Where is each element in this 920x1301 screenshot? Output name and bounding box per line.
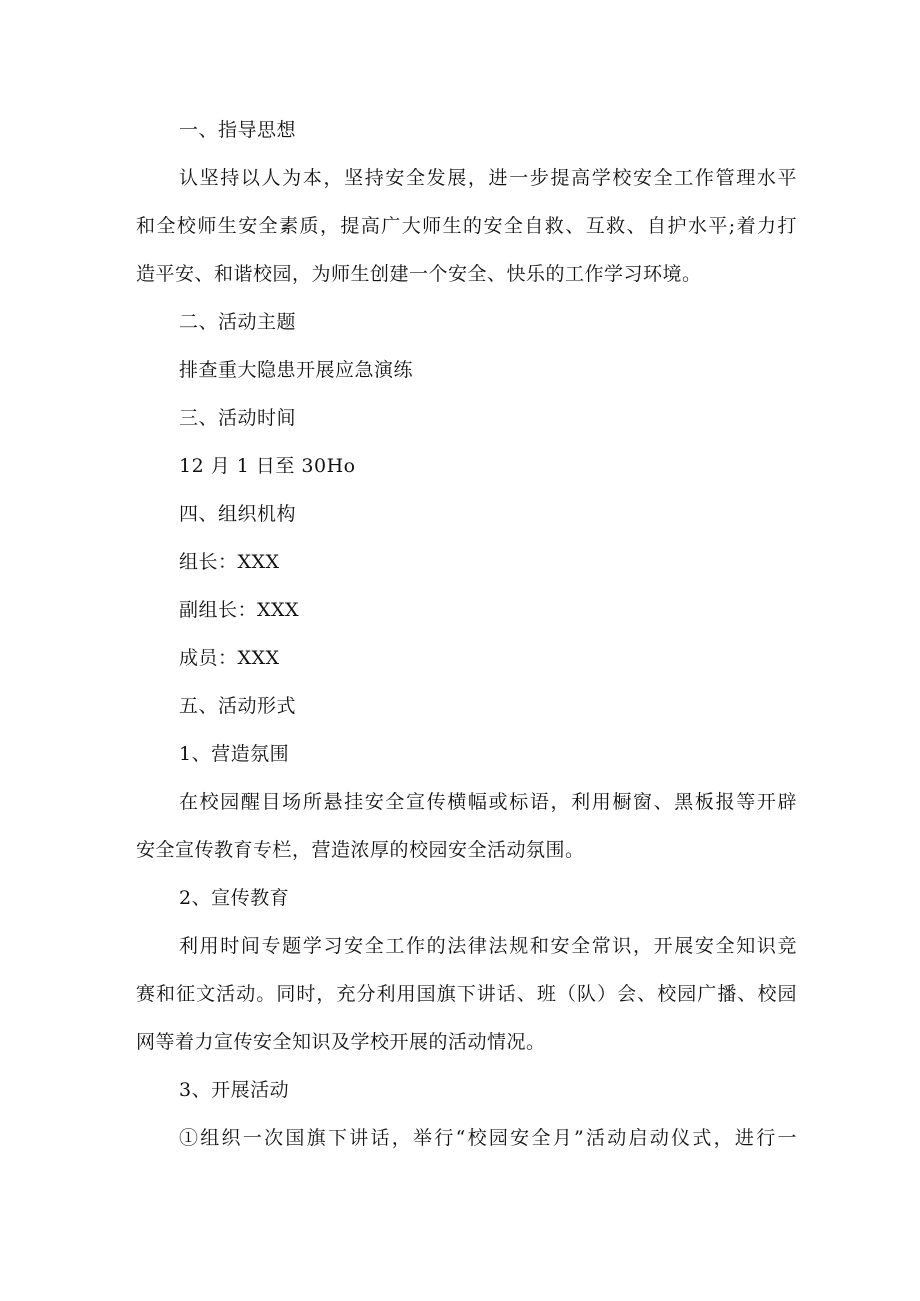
subsection-3-heading: 3、开展活动 [179, 1079, 290, 1101]
section-2-heading: 二、活动主题 [179, 311, 297, 333]
guiding-paragraph-line-3: 造平安、和谐校园，为师生创建一个安全、快乐的工作学习环境。 [136, 263, 702, 285]
members: 成员：XXX [179, 647, 280, 669]
education-line-3: 网等着力宣传安全知识及学校开展的活动情况。 [136, 1031, 546, 1053]
subsection-1-heading: 1、营造氛围 [179, 743, 290, 765]
section-5-heading: 五、活动形式 [179, 695, 297, 717]
guiding-paragraph-line-1: 认坚持以人为本，坚持安全发展，进一步提高学校安全工作管理水平 [179, 167, 797, 189]
activity-theme: 排查重大隐患开展应急演练 [179, 359, 414, 381]
atmosphere-line-1: 在校园醒目场所悬挂安全宣传横幅或标语，利用橱窗、黑板报等开辟 [179, 791, 797, 813]
education-line-1: 利用时间专题学习安全工作的法律法规和安全常识，开展安全知识竞 [179, 935, 797, 957]
section-1-heading: 一、指导思想 [179, 119, 297, 141]
guiding-paragraph-line-2: 和全校师生安全素质，提高广大师生的安全自救、互救、自护水平;着力打 [136, 215, 797, 237]
subsection-2-heading: 2、宣传教育 [179, 887, 290, 909]
activity-time: 12 月 1 日至 30Ho [179, 455, 356, 477]
section-3-heading: 三、活动时间 [179, 407, 297, 429]
deputy-leader: 副组长：XXX [179, 599, 300, 621]
leader: 组长：XXX [179, 551, 280, 573]
section-4-heading: 四、组织机构 [179, 503, 297, 525]
activities-line-1: ①组织一次国旗下讲话，举行“校园安全月”活动启动仪式，进行一 [179, 1127, 797, 1149]
education-line-2: 赛和征文活动。同时，充分利用国旗下讲话、班（队）会、校园广播、校园 [136, 983, 797, 1005]
atmosphere-line-2: 安全宣传教育专栏，营造浓厚的校园安全活动氛围。 [136, 839, 585, 861]
